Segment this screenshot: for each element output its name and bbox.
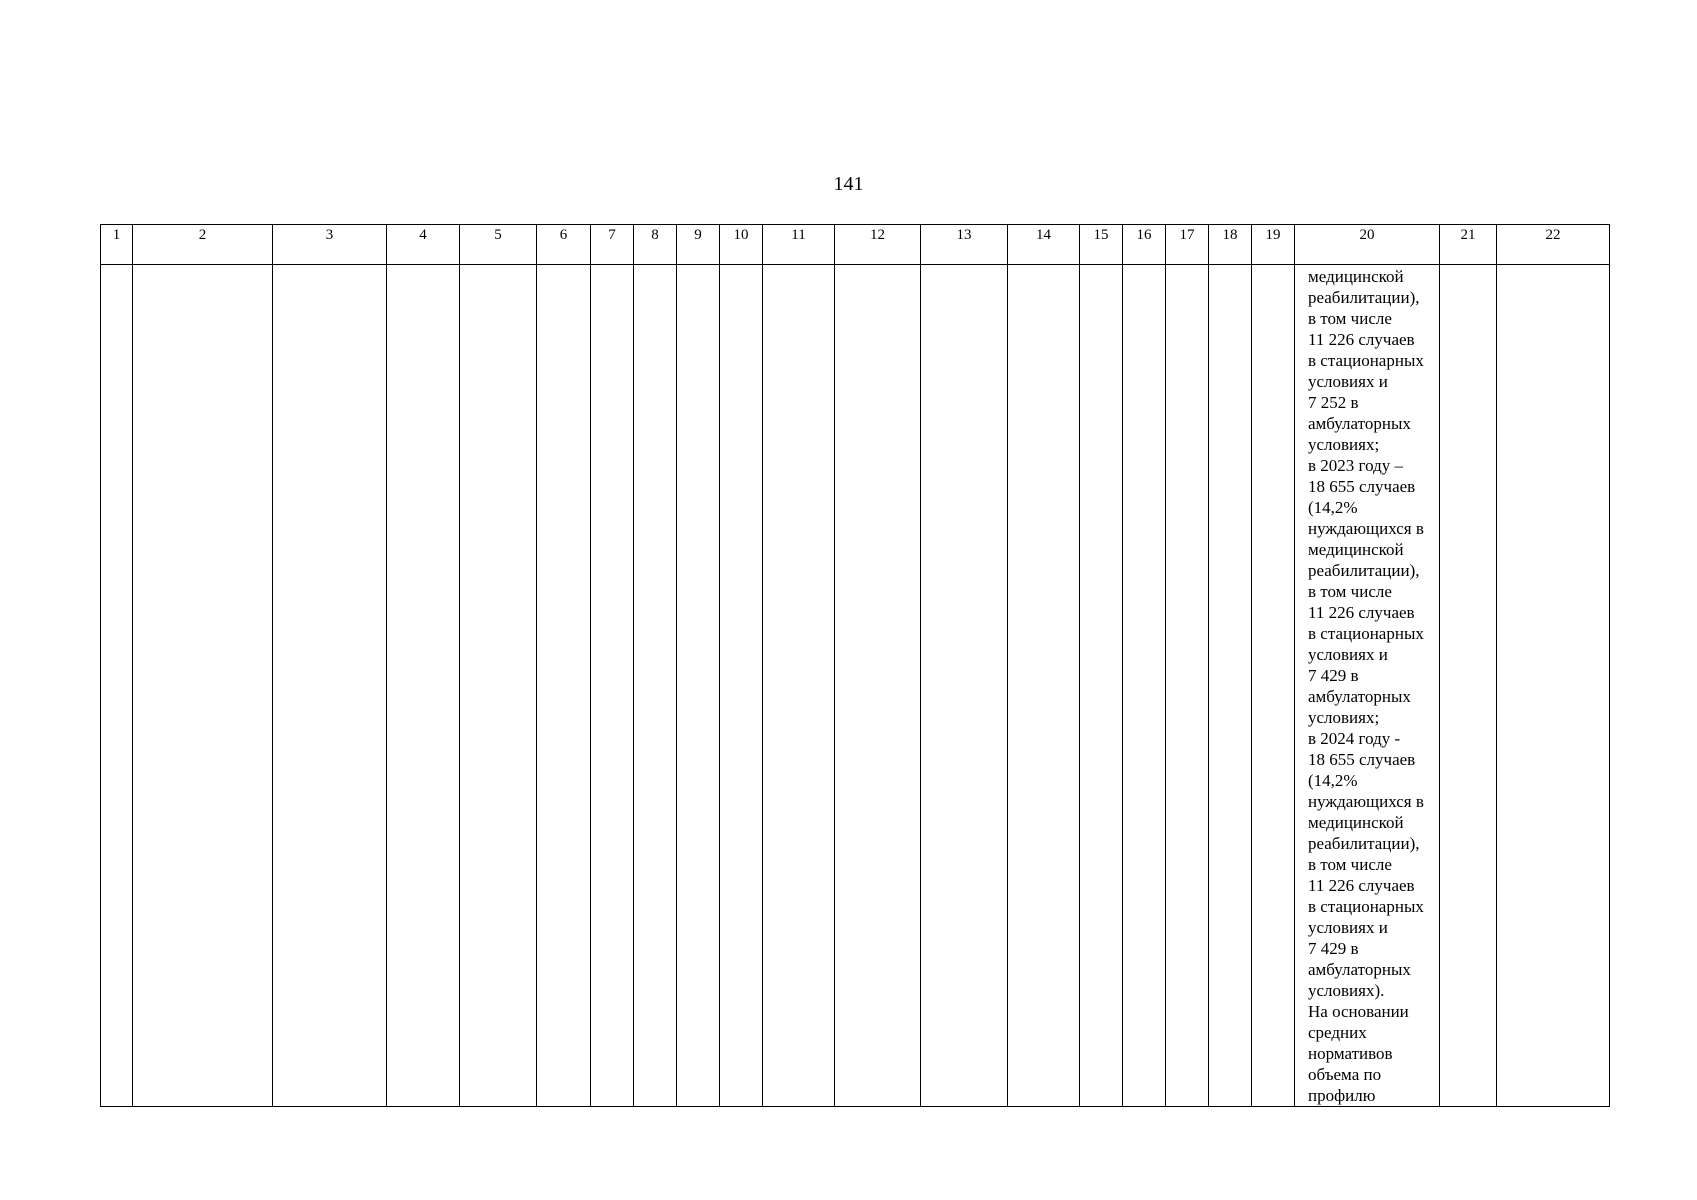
column-20-text-line: медицинской [1308,813,1404,832]
column-header-7: 7 [591,225,634,265]
column-20-text-line: в 2024 году - [1308,729,1401,748]
column-20-text [1295,265,1439,1106]
column-header-6: 6 [537,225,591,265]
header-row [101,225,1610,265]
column-20-text-line: 11 226 случаев [1308,330,1415,349]
page-number: 141 [833,173,864,195]
column-20-text-line: (14,2% [1308,498,1358,517]
table-cell-17 [1166,265,1209,1107]
table-cell-13 [921,265,1008,1107]
table-cell-6 [537,265,591,1107]
column-header-18: 18 [1209,225,1252,265]
column-20-text-line: условиях; [1308,708,1380,727]
column-20-text-line: 7 252 в [1308,393,1359,412]
column-20-text-line: в стационарных [1308,351,1424,370]
table-cell-12 [835,265,921,1107]
column-20-text-line: средних [1308,1023,1367,1042]
table-cell-10 [720,265,763,1107]
column-20-text-line: 11 226 случаев [1308,876,1415,895]
column-20-text-line: нормативов [1308,1044,1393,1063]
table-cell-16 [1123,265,1166,1107]
column-20-text-line: 7 429 в [1308,666,1359,685]
table-cell-8 [634,265,677,1107]
column-header-13: 13 [921,225,1008,265]
column-20-text-line: в стационарных [1308,624,1424,643]
column-20-text-line: 18 655 случаев [1308,477,1416,496]
column-20-text-line: объема по [1308,1065,1382,1084]
column-header-20: 20 [1295,225,1440,265]
table-cell-18 [1209,265,1252,1107]
column-header-22: 22 [1497,225,1610,265]
table-cell-4 [387,265,460,1107]
column-header-19: 19 [1252,225,1295,265]
column-20-text-line: условиях; [1308,435,1380,454]
column-20-text-line: (14,2% [1308,771,1358,790]
table-cell-14 [1008,265,1080,1107]
column-header-15: 15 [1080,225,1123,265]
table-cell-22 [1497,265,1610,1107]
column-header-9: 9 [677,225,720,265]
column-20-text-line: нуждающихся в [1308,519,1424,538]
table-cell-1 [101,265,133,1107]
column-header-5: 5 [460,225,537,265]
table-cell-19 [1252,265,1295,1107]
column-header-3: 3 [273,225,387,265]
column-20-text-line: медицинской [1308,267,1404,286]
column-20-text-line: реабилитации), [1308,288,1420,307]
column-20-text-line: в 2023 году – [1308,456,1403,475]
column-20-text-line: 18 655 случаев [1308,750,1416,769]
column-header-4: 4 [387,225,460,265]
column-20-text-line: На основании [1308,1002,1409,1021]
table-cell-5 [460,265,537,1107]
table-row [101,265,1610,1107]
column-20-text-line: профилю [1308,1086,1376,1105]
column-20-text-line: в том числе [1308,309,1392,328]
table-cell-11 [763,265,835,1107]
table-cell-21 [1440,265,1497,1107]
column-20-text-line: условиях). [1308,981,1385,1000]
column-20-text-line: в том числе [1308,855,1392,874]
column-20-text-line: медицинской [1308,540,1404,559]
table-cell-2 [133,265,273,1107]
column-20-text-line: реабилитации), [1308,834,1420,853]
column-20-text-line: амбулаторных [1308,414,1411,433]
table-cell-9 [677,265,720,1107]
column-header-16: 16 [1123,225,1166,265]
column-header-10: 10 [720,225,763,265]
column-20-text-line: 7 429 в [1308,939,1359,958]
column-header-1: 1 [101,225,133,265]
column-20-text-line: условиях и [1308,918,1388,937]
column-20-text-line: амбулаторных [1308,687,1411,706]
column-20-text-line: реабилитации), [1308,561,1420,580]
column-header-21: 21 [1440,225,1497,265]
table-cell-20 [1295,265,1440,1107]
column-header-14: 14 [1008,225,1080,265]
column-header-11: 11 [763,225,835,265]
table-cell-15 [1080,265,1123,1107]
column-header-2: 2 [133,225,273,265]
column-20-text-line: 11 226 случаев [1308,603,1415,622]
column-header-8: 8 [634,225,677,265]
column-20-text-line: условиях и [1308,645,1388,664]
table-cell-3 [273,265,387,1107]
column-20-text-line: в том числе [1308,582,1392,601]
column-20-text-line: амбулаторных [1308,960,1411,979]
data-table [100,224,1610,1107]
column-header-17: 17 [1166,225,1209,265]
table-cell-7 [591,265,634,1107]
column-20-text-line: в стационарных [1308,897,1424,916]
column-20-text-line: нуждающихся в [1308,792,1424,811]
column-header-12: 12 [835,225,921,265]
column-20-text-line: условиях и [1308,372,1388,391]
